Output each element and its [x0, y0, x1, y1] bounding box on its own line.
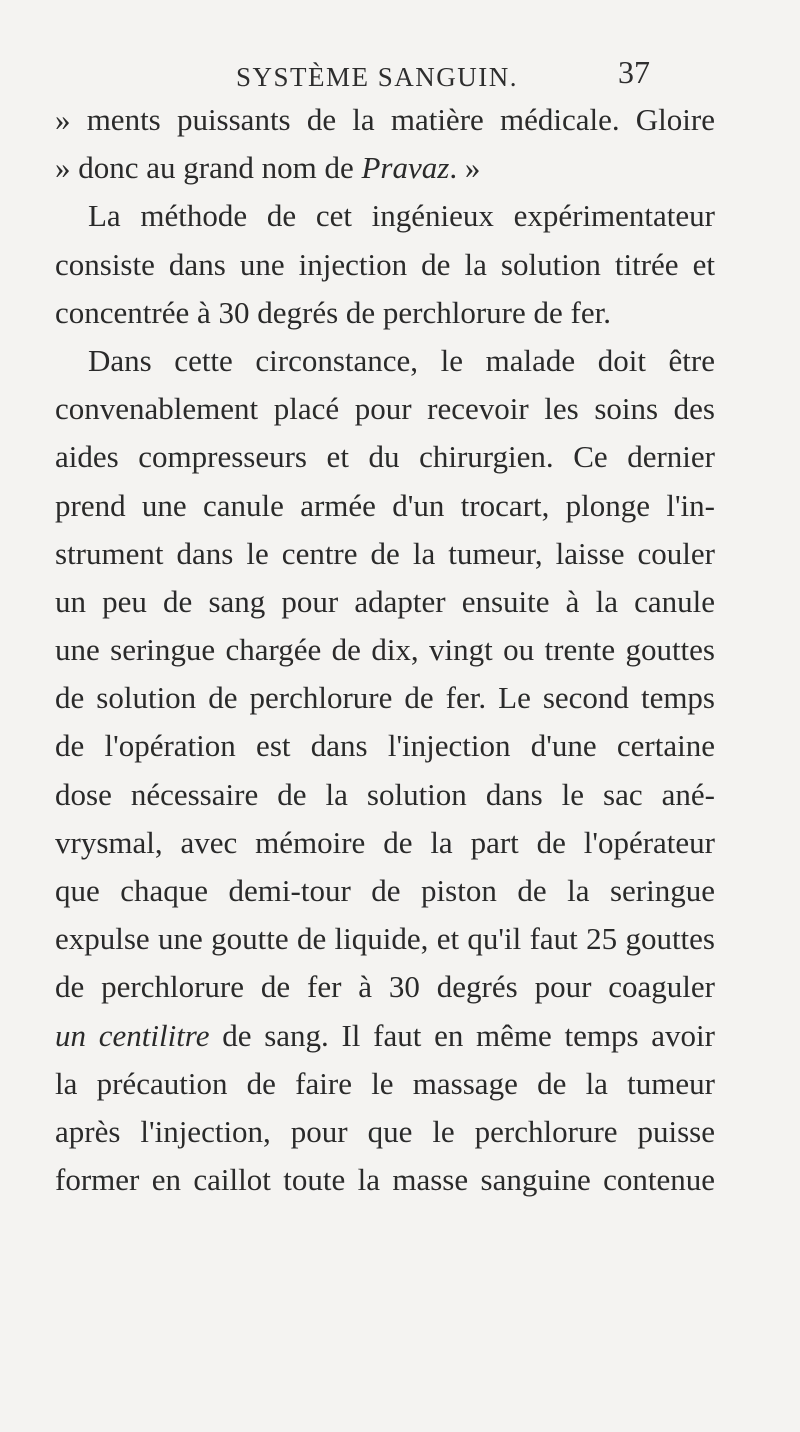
text-line: consiste dans une injection de la solution titrée et — [55, 246, 715, 282]
text-line: » ments puissants de la matière médicale. Gloire — [55, 102, 715, 137]
text-line: une seringue chargée de dix, vingt ou trente gouttes — [55, 632, 715, 668]
running-head: SYSTÈME SANGUIN. — [236, 62, 519, 92]
text-line: prend une canule armée d'un trocart, plonge l'in- — [55, 487, 715, 523]
text-line: de l'opération est dans l'injection d'une certaine — [55, 728, 715, 764]
body-text — [55, 96, 715, 1204]
text-fragment: . » — [449, 150, 481, 186]
text-line: expulse une goutte de liquide, et qu'il faut 25 gouttes — [55, 921, 715, 957]
text-line: de solution de perchlorure de fer. Le second temps — [55, 680, 715, 716]
text-line: La méthode de cet ingénieux expérimentateur — [88, 198, 715, 234]
page-number: 37 — [618, 54, 650, 90]
text-line: Dans cette circonstance, le malade doit être — [88, 342, 715, 378]
text-line: convenablement placé pour recevoir les soins des — [55, 391, 715, 427]
text-fragment: de sang. Il faut en même temps avoir — [209, 1017, 715, 1053]
text-line: former en caillot toute la masse sanguine contenue — [55, 1162, 715, 1198]
text-line — [55, 144, 715, 192]
italic-term: un centilitre — [55, 1017, 210, 1053]
text-line: que chaque demi-tour de piston de la seringue — [55, 873, 715, 908]
text-line: la précaution de faire le massage de la tumeur — [55, 1065, 715, 1101]
text-line: dose nécessaire de la solution dans le sac ané- — [55, 776, 715, 812]
text-line: aides compresseurs et du chirurgien. Ce dernier — [55, 439, 715, 475]
text-fragment: » donc au grand nom de — [55, 150, 362, 186]
page-header — [0, 54, 800, 98]
text-line: de perchlorure de fer à 30 degrés pour coaguler — [55, 969, 715, 1005]
text-line: vrysmal, avec mémoire de la part de l'opérateur — [55, 824, 715, 860]
text-line: concentrée à 30 degrés de perchlorure de fer. — [55, 294, 611, 330]
text-line — [55, 1012, 715, 1060]
italic-name: Pravaz — [361, 150, 450, 186]
text-line: strument dans le centre de la tumeur, laisse couler — [55, 535, 715, 571]
text-line: après l'injection, pour que le perchlorure puisse — [55, 1113, 715, 1149]
text-line: un peu de sang pour adapter ensuite à la canule — [55, 583, 715, 619]
